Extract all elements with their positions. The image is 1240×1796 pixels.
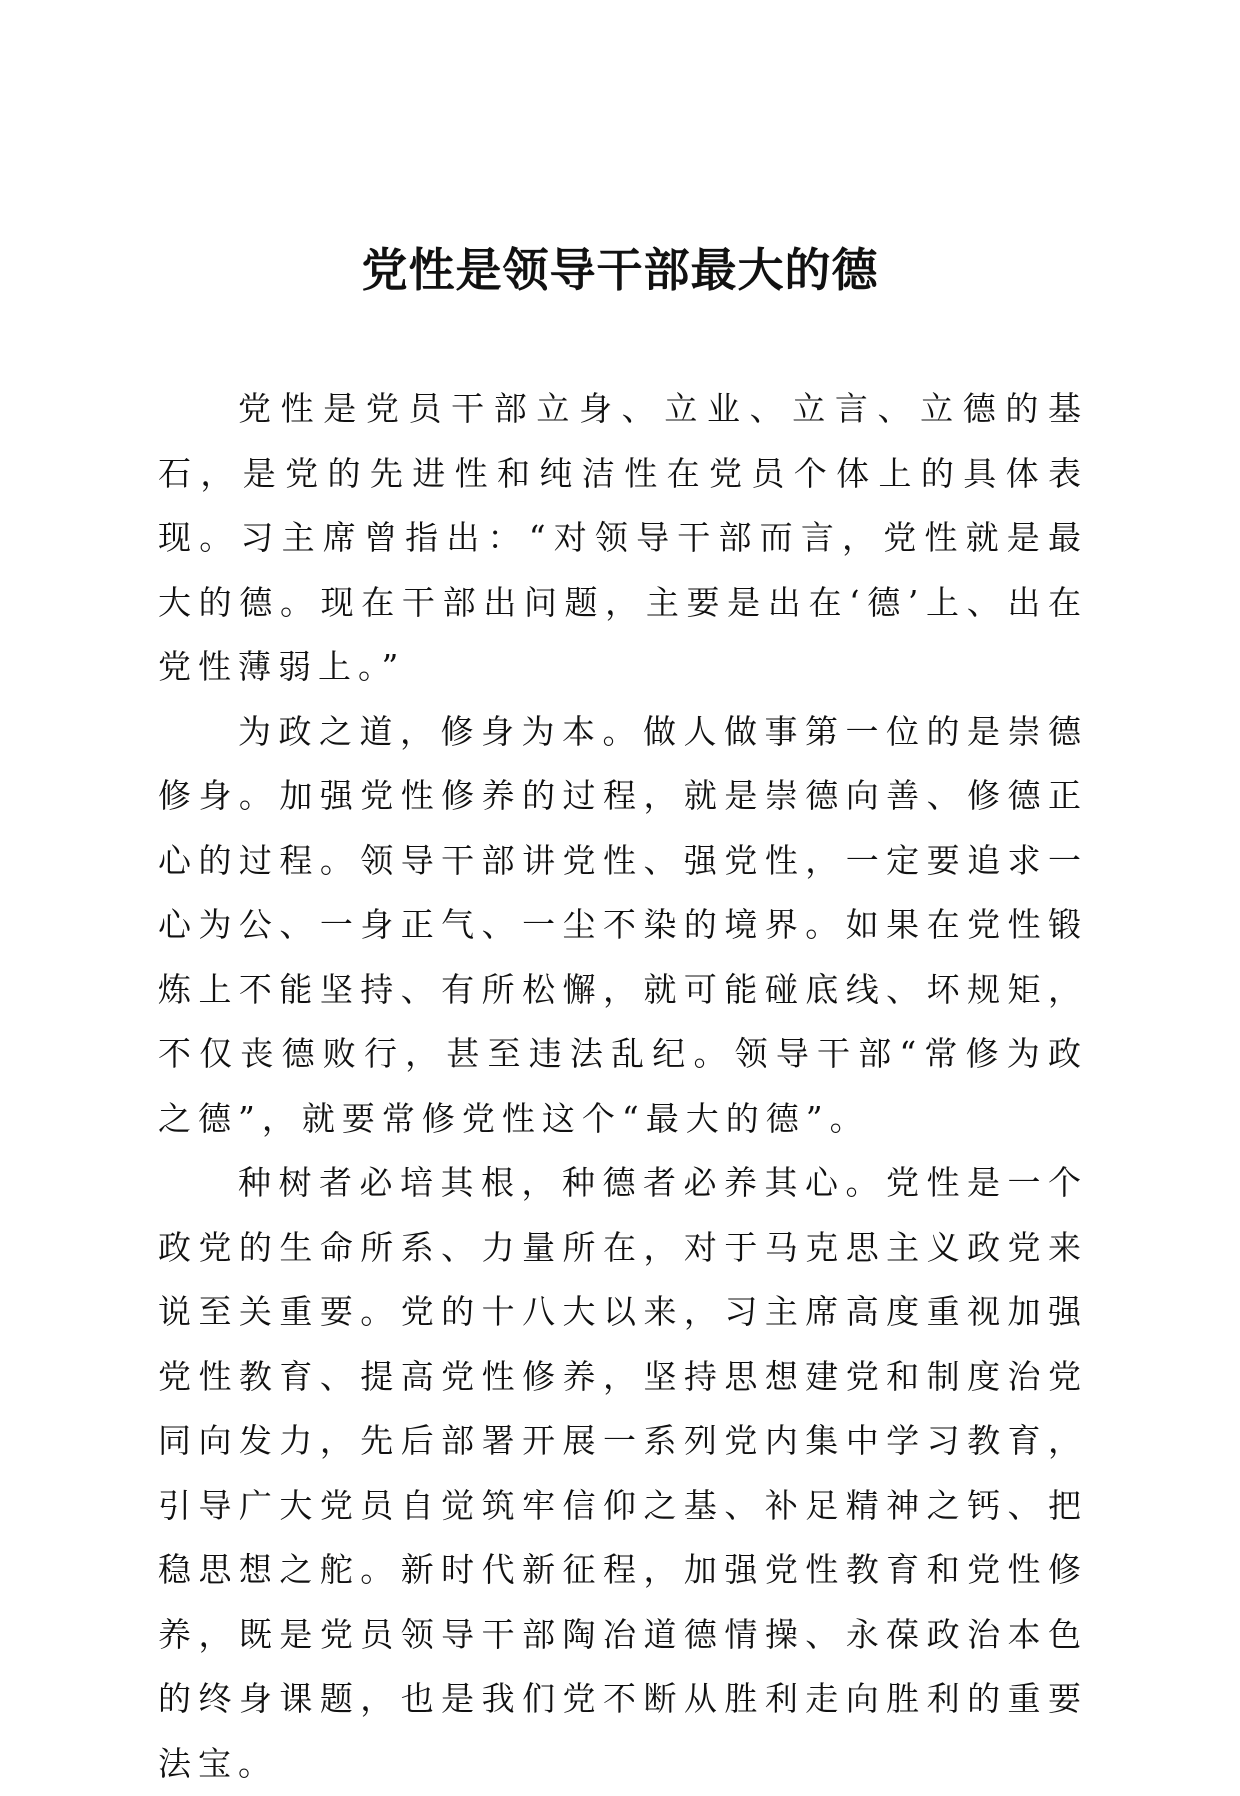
paragraph-2: 为政之道，修身为本。做人做事第一位的是崇德修身。加强党性修养的过程，就是崇德向善、修德正心的过程。领导干部讲党性、强党性，一定要追求一心为公、一身正气、一尘不染的境界。如果在党性锻炼上不能坚持、有所松懈，就可能碰底线、坏规矩，不仅丧德败行，甚至违法乱纪。领导干部“常修为政之德”，就要常修党性这个“最大的德”。 <box>158 711 1088 1138</box>
document-title: 党性是领导干部最大的德 <box>361 243 879 297</box>
document-body <box>158 377 1088 1796</box>
paragraph-3: 种树者必培其根，种德者必养其心。党性是一个政党的生命所系、力量所在，对于马克思主义政党来说至关重要。党的十八大以来，习主席高度重视加强党性教育、提高党性修养，坚持思想建党和制度治党同向发力，先后部署开展一系列党内集中学习教育，引导广大党员自觉筑牢信仰之基、补足精神之钙、把稳思想之舵。新时代新征程，加强党性教育和党性修养，既是党员领导干部陶冶道德情操、永葆政治本色的终身课题，也是我们党不断从胜利走向胜利的重要法宝。 <box>158 1163 1088 1783</box>
paragraph-1: 党性是党员干部立身、立业、立言、立德的基石，是党的先进性和纯洁性在党员个体上的具体表现。习主席曾指出：“对领导干部而言，党性就是最大的德。现在干部出问题，主要是出在‘德’上、出在党性薄弱上。” <box>158 389 1088 686</box>
